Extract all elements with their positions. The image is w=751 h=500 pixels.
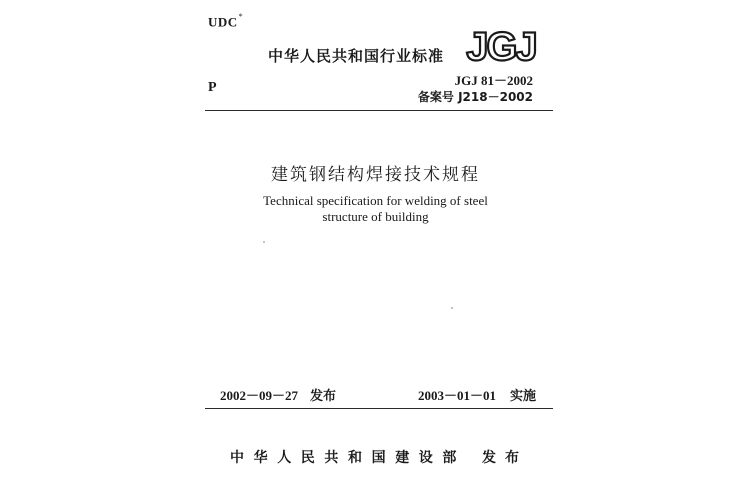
top-divider [205,110,553,111]
udc-text: UDC [208,14,238,30]
udc-label [208,14,243,30]
implementation-label: 实施 [510,389,537,404]
issue-label: 发布 [310,389,337,404]
record-number: 备案号 J218－2002 [417,90,533,104]
title-english-line-1: Technical specification for welding of steel [263,193,488,208]
paper-speck [263,241,265,243]
implementation-date: 2003－01－01 [418,388,497,403]
paper-speck [451,307,453,309]
standard-code: JGJ 81－2002 [454,73,533,88]
category-letter: P [208,80,217,95]
issue-date: 2002－09－27 [220,388,299,403]
publisher-action: 发布 [482,450,528,466]
udc-mark: * [238,12,244,21]
jgj-logo [460,22,542,66]
title-english-line-2: structure of building [322,209,429,224]
title-chinese: 建筑钢结构焊接技术规程 [271,165,480,185]
publisher-name: 中华人民共和国建设部 [230,450,466,466]
standard-type: 中华人民共和国行业标准 [268,47,445,65]
bottom-divider [205,408,553,409]
jgj-logo-text: JGJ [466,25,536,66]
